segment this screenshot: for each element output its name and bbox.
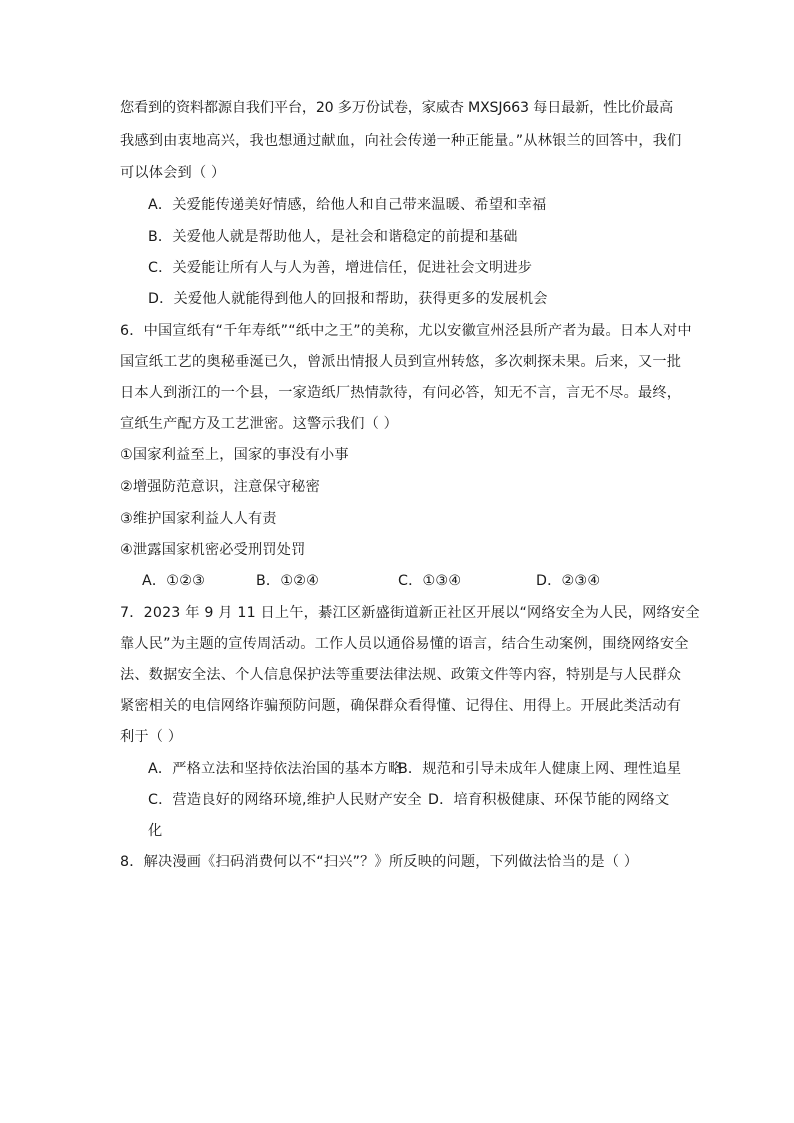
q6-stem-line-2: 国宣纸工艺的奥秘垂涎已久，曾派出情报人员到宣州转悠，多次刺探未果。后来，又一批 xyxy=(120,354,682,370)
q5-stem-line-1: 您看到的资料都源自我们平台，20 多万份试卷，家威杏 MXSJ663 每日最新，性比价最高 xyxy=(120,100,674,116)
q6-stem-line-3: 日本人到浙江的一个县，一家造纸厂热情款待，有问必答，知无不言，言无不尽。最终， xyxy=(120,385,682,401)
q5-option-a: A．关爱能传递美好情感，给他人和自己带来温暖、希望和幸福 xyxy=(148,197,547,213)
q5-stem-line-3: 可以体会到（ ） xyxy=(120,165,226,181)
q7-option-a: A．严格立法和坚持依法治国的基本方略 xyxy=(148,761,403,777)
q5-option-b: B．关爱他人就是帮助他人，是社会和谐稳定的前提和基础 xyxy=(148,229,518,245)
q7-stem-line-2: 靠人民”为主题的宣传周活动。工作人员以通俗易懂的语言，结合生动案例，围绕网络安全 xyxy=(120,636,689,652)
q6-statement-3: ③维护国家利益人人有责 xyxy=(120,511,277,527)
q7-stem-line-1: 7．2023 年 9 月 11 日上午，綦江区新盛街道新正社区开展以“网络安全为人民，网络安全 xyxy=(120,605,700,621)
q7-option-d: D．培育积极健康、环保节能的网络文 xyxy=(428,792,670,808)
q7-option-b: B．规范和引导未成年人健康上网、理性追星 xyxy=(398,761,682,777)
q6-statement-2: ②增强防范意识，注意保守秘密 xyxy=(120,479,320,495)
q5-option-c: C．关爱能让所有人与人为善，增进信任，促进社会文明进步 xyxy=(148,260,533,276)
q6-option-b: B．①②④ xyxy=(256,573,320,589)
q7-stem-line-3: 法、数据安全法、个人信息保护法等重要法律法规、政策文件等内容，特别是与人民群众 xyxy=(120,667,682,683)
q7-stem-line-4: 紧密相关的电信网络诈骗预防问题，确保群众看得懂、记得住、用得上。开展此类活动有 xyxy=(120,698,682,714)
q6-option-a: A．①②③ xyxy=(142,573,206,589)
q5-stem-line-2: 我感到由衷地高兴，我也想通过献血，向社会传递一种正能量。”从林银兰的回答中，我们 xyxy=(120,133,682,149)
q5-option-d: D．关爱他人就能得到他人的回报和帮助，获得更多的发展机会 xyxy=(148,291,548,307)
q6-stem-line-4: 宣纸生产配方及工艺泄密。这警示我们（ ） xyxy=(120,416,399,432)
q8-stem: 8．解决漫画《扫码消费何以不“扫兴”？》所反映的问题，下列做法恰当的是（ ） xyxy=(120,854,639,870)
q6-stem-line-1: 6．中国宣纸有“千年寿纸”“纸中之王”的美称，尤以安徽宣州泾县所产者为最。日本人对中 xyxy=(120,323,692,339)
q7-option-c: C．营造良好的网络环境,维护人民财产安全 xyxy=(148,792,422,808)
q7-option-d-continued: 化 xyxy=(148,823,163,839)
q6-option-c: C．①③④ xyxy=(398,573,462,589)
q6-statement-1: ①国家利益至上，国家的事没有小事 xyxy=(120,447,349,463)
q7-stem-line-5: 利于（ ） xyxy=(120,729,183,745)
q6-option-d: D．②③④ xyxy=(536,573,601,589)
q6-statement-4: ④泄露国家机密必受刑罚处罚 xyxy=(120,542,306,558)
